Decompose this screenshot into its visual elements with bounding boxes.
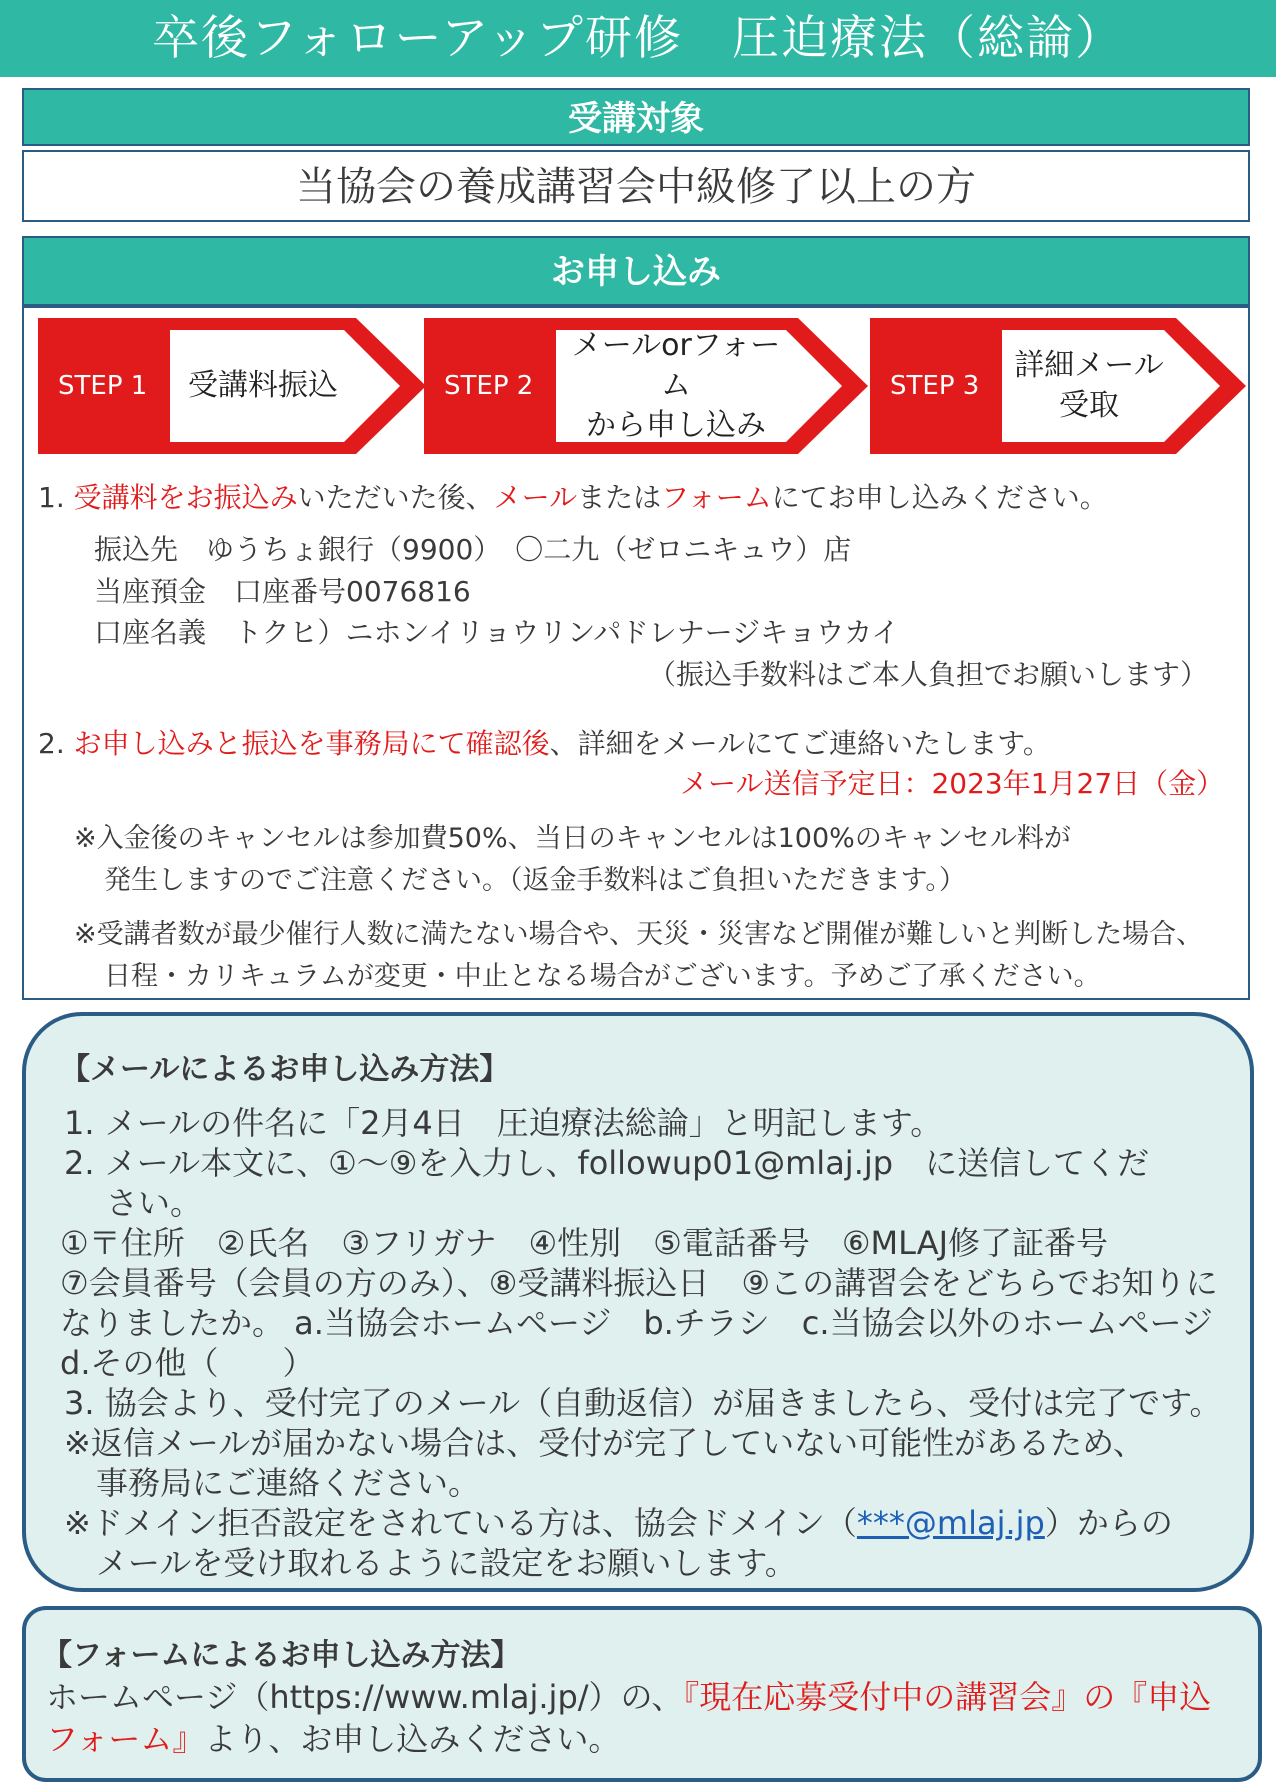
apply-heading: お申し込み	[22, 236, 1250, 306]
step-1-label: STEP 1	[58, 371, 148, 401]
mail-note-2-line2: メールを受け取れるように設定をお願いします。	[96, 1544, 797, 1582]
step-2-label: STEP 2	[444, 371, 534, 401]
target-text: 当協会の養成講習会中級修了以上の方	[22, 150, 1250, 222]
step-2-text-line1: メールorフォーム	[571, 328, 781, 403]
form-heading: 【フォームによるお申し込み方法】	[42, 1638, 521, 1673]
bank-holder: 口座名義 トクヒ）ニホンイリョウリンパドレナージキョウカイ	[94, 616, 900, 649]
bank-account: 当座預金 口座番号0076816	[94, 575, 471, 608]
mail-step-1: 1. メールの件名に「2月4日 圧迫療法総論」と明記します。	[64, 1104, 943, 1142]
mail-step-2-line2: さい。	[106, 1184, 203, 1222]
step-1	[38, 318, 426, 454]
page-title: 卒後フォローアップ研修 圧迫療法（総論）	[0, 0, 1276, 77]
change-note-line1: ※受講者数が最少催行人数に満たない場合や、天災・災害など開催が難しいと判断した場合、	[74, 919, 1204, 950]
step-3	[870, 318, 1246, 454]
mail-fields-line1: ①〒住所 ②氏名 ③フリガナ ④性別 ⑤電話番号 ⑥MLAJ修了証番号	[60, 1224, 1109, 1262]
cancel-note-line2: 発生しますのでご注意ください。（返金手数料はご負担いただきます。）	[104, 865, 966, 896]
mail-date: メール送信予定日：2023年1月27日（金）	[680, 767, 1225, 800]
mail-note-1-line2: 事務局にご連絡ください。	[96, 1464, 481, 1502]
step-1-text: 受講料振込	[188, 368, 338, 403]
apply-item-1: 1. 受講料をお振込みいただいた後、メールまたはフォームにてお申し込みください。	[38, 481, 1108, 514]
step-3-label: STEP 3	[890, 371, 980, 401]
mail-step-3: 3. 協会より、受付完了のメール（自動返信）が届きましたら、受付は完了です。	[64, 1384, 1222, 1422]
target-heading: 受講対象	[22, 88, 1250, 146]
form-line2: フォーム』より、お申し込みください。	[46, 1720, 621, 1758]
step-2-text-line2: から申し込み	[586, 408, 766, 443]
step-2	[424, 318, 868, 454]
mail-note-2-line1: ※ドメイン拒否設定をされている方は、協会ドメイン（***@mlaj.jp）からの	[64, 1504, 1173, 1542]
domain-link[interactable]: ***@mlaj.jp	[856, 1504, 1045, 1542]
mail-step-2-line1: 2. メール本文に、①～⑨を入力し、followup01@mlaj.jp に送信してくだ	[64, 1144, 1150, 1182]
form-line1: ホームページ（https://www.mlaj.jp/）の、『現在応募受付中の講習会』の『申込	[46, 1678, 1212, 1716]
mail-fields-line2: ⑦会員番号（会員の方のみ）、⑧受講料振込日 ⑨この講習会をどちらでお知りに	[60, 1264, 1218, 1302]
mail-note-1-line1: ※返信メールが届かない場合は、受付が完了していない可能性があるため、	[64, 1424, 1145, 1462]
mail-heading: 【メールによるお申し込み方法】	[60, 1052, 510, 1087]
cancel-note-line1: ※入金後のキャンセルは参加費50%、当日のキャンセルは100%のキャンセル料が	[74, 823, 1071, 854]
mail-fields-line3: なりましたか。 a.当協会ホームページ b.チラシ c.当協会以外のホームページ	[60, 1304, 1213, 1342]
apply-item-2: 2. お申し込みと振込を事務局にて確認後、詳細をメールにてご連絡いたします。	[38, 727, 1051, 760]
bank-name: 振込先 ゆうちょ銀行（9900） 〇二九（ゼロニキュウ）店	[94, 533, 852, 566]
fee-note: （振込手数料はご本人負担でお願いします）	[648, 658, 1209, 691]
mail-fields-line4: d.その他（ ）	[60, 1344, 315, 1382]
change-note-line2: 日程・カリキュラムが変更・中止となる場合がございます。予めご了承ください。	[104, 961, 1101, 992]
step-3-text-line2: 受取	[1059, 388, 1119, 423]
step-3-text-line1: 詳細メール	[1014, 348, 1164, 383]
